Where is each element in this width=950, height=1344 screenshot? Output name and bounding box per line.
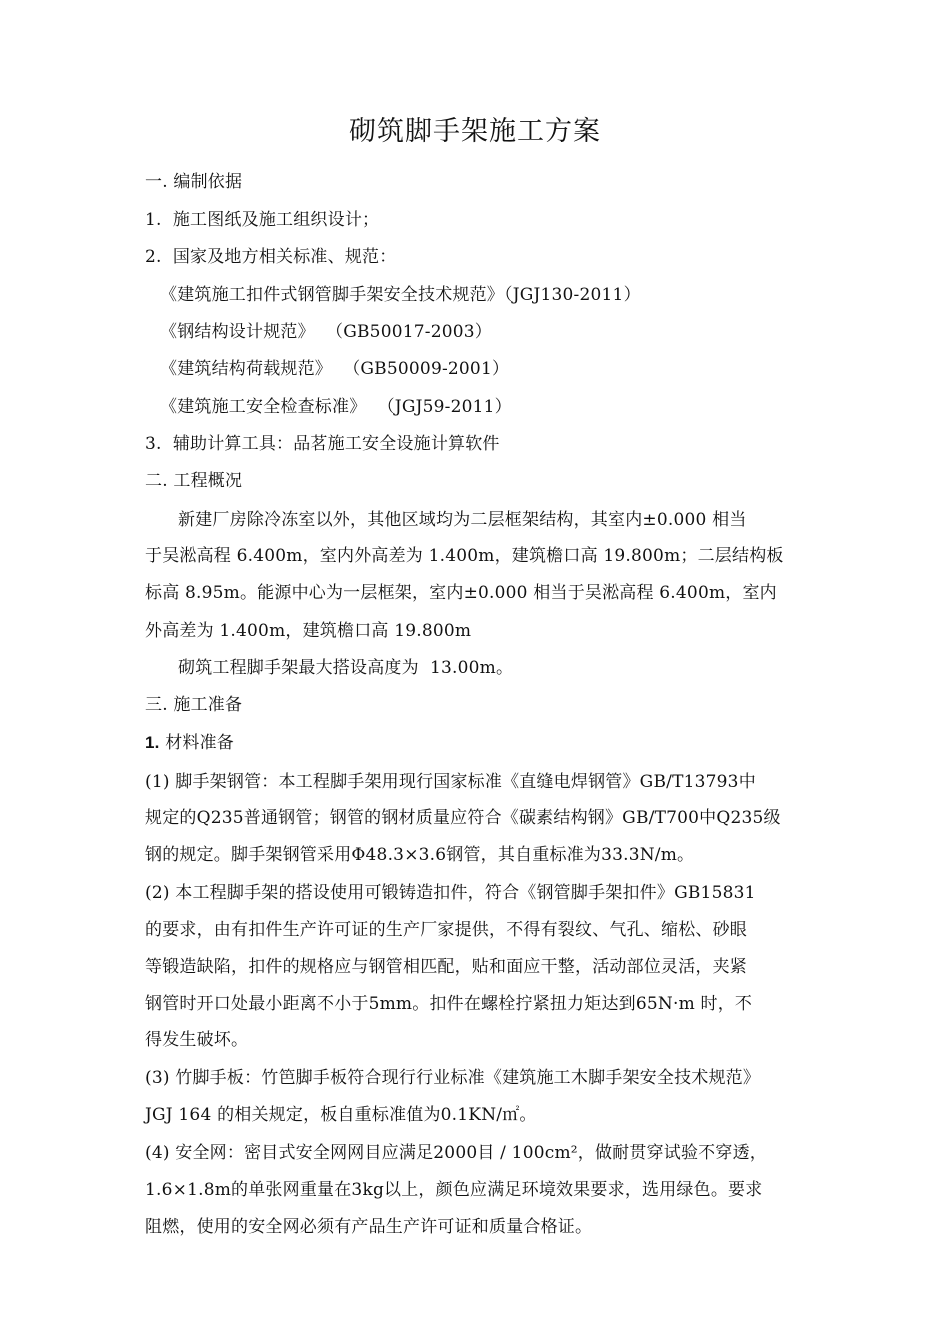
basis-item-2: 2. 国家及地方相关标准、规范：: [145, 247, 397, 267]
material-1-line-1: (1) 脚手架钢管：本工程脚手架用现行国家标准《直缝电焊钢管》GB/T13793中: [145, 772, 756, 792]
section-heading-basis: 一. 编制依据: [145, 172, 243, 192]
material-2-line-4: 钢管时开口处最小距离不小于5mm。扣件在螺栓拧紧扭力矩达到65N·m 时，不: [145, 994, 753, 1014]
material-2-line-5: 得发生破坏。: [145, 1030, 249, 1050]
standard-ref-gb50017: 《钢结构设计规范》 （GB50017-2003）: [160, 322, 492, 342]
material-3-line-1: (3) 竹脚手板：竹笆脚手板符合现行行业标准《建筑施工木脚手架安全技术规范》: [145, 1068, 761, 1088]
material-1-line-3: 钢的规定。脚手架钢管采用Φ48.3×3.6钢管，其自重标准为33.3N/m。: [145, 845, 695, 865]
material-2-line-1: (2) 本工程脚手架的搭设使用可锻铸造扣件，符合《钢管脚手架扣件》GB15831: [145, 883, 756, 903]
overview-paragraph-line-3: 标高 8.95m。能源中心为一层框架，室内±0.000 相当于吴淞高程 6.400m，室内: [145, 583, 777, 603]
section-heading-preparation: 三. 施工准备: [145, 695, 243, 715]
standard-ref-jgj130: 《建筑施工扣件式钢管脚手架安全技术规范》（JGJ130-2011）: [160, 285, 641, 305]
section-heading-overview: 二. 工程概况: [145, 471, 243, 491]
basis-item-3: 3. 辅助计算工具：品茗施工安全设施计算软件: [145, 434, 500, 454]
material-4-line-3: 阻燃，使用的安全网必须有产品生产许可证和质量合格证。: [145, 1217, 593, 1237]
material-4-line-2: 1.6×1.8m的单张网重量在3kg以上，颜色应满足环境效果要求，选用绿色。要求: [145, 1180, 763, 1200]
overview-paragraph-line-2: 于吴淞高程 6.400m，室内外高差为 1.400m，建筑檐口高 19.800m；二层结构板: [145, 546, 784, 566]
document-title: 砌筑脚手架施工方案: [349, 116, 601, 147]
subheading-text: 材料准备: [165, 733, 234, 753]
standard-ref-gb50009: 《建筑结构荷载规范》 （GB50009-2001）: [160, 359, 510, 379]
basis-item-1: 1. 施工图纸及施工组织设计；: [145, 210, 380, 230]
subheading-materials: [145, 731, 234, 755]
overview-paragraph-line-4: 外高差为 1.400m，建筑檐口高 19.800m: [145, 621, 472, 641]
overview-max-height: 砌筑工程脚手架最大搭设高度为 13.00m。: [178, 658, 514, 678]
material-1-line-2: 规定的Q235普通钢管；钢管的钢材质量应符合《碳素结构钢》GB/T700中Q235级: [145, 808, 781, 828]
material-4-line-1: (4) 安全网：密目式安全网网目应满足2000目 / 100cm²，做耐贯穿试验不穿透，: [145, 1143, 767, 1163]
overview-paragraph-line-1: 新建厂房除冷冻室以外，其他区域均为二层框架结构，其室内±0.000 相当: [178, 510, 747, 530]
material-2-line-3: 等锻造缺陷，扣件的规格应与钢管相匹配，贴和面应干整，活动部位灵活，夹紧: [145, 957, 747, 977]
material-2-line-2: 的要求，由有扣件生产许可证的生产厂家提供，不得有裂纹、气孔、缩松、砂眼: [145, 920, 747, 940]
subheading-number: 1.: [145, 733, 160, 752]
material-3-line-2: JGJ 164 的相关规定，板自重标准值为0.1KN/㎡。: [145, 1105, 537, 1125]
standard-ref-jgj59: 《建筑施工安全检查标准》 （JGJ59-2011）: [160, 397, 512, 417]
